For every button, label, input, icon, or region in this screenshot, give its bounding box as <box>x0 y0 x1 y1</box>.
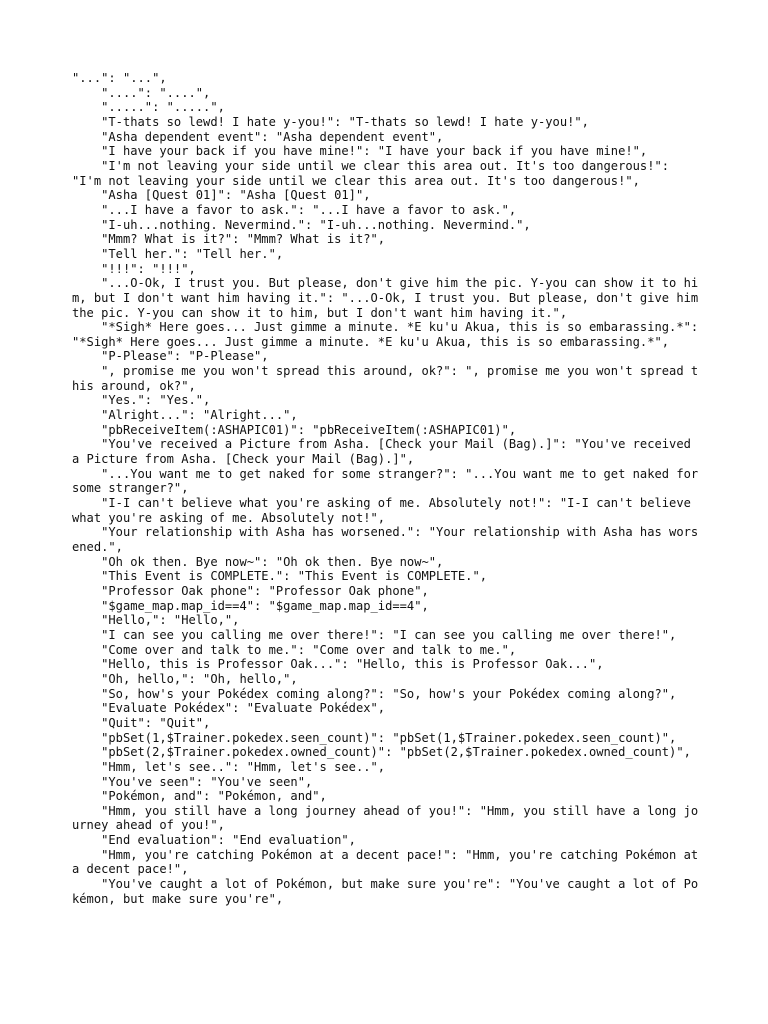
text-line: "Hmm, let's see..": "Hmm, let's see..", <box>72 759 386 774</box>
text-line: "This Event is COMPLETE.": "This Event is COMPLETE.", <box>72 569 488 584</box>
text-line: "Asha dependent event": "Asha dependent event", <box>72 129 444 144</box>
text-line: "Quit": "Quit", <box>72 715 211 730</box>
text-line: "*Sigh* Here goes... Just gimme a minute. *E ku'u Akua, this is so embarassing.*": "*Sigh* Here goes... Just gimme a minute. *E ku'u Akua, this is so embarassing.*", <box>72 320 706 349</box>
text-line: ", promise me you won't spread this around, ok?": ", promise me you won't spread this around, ok?", <box>72 364 699 393</box>
text-line: "...O-Ok, I trust you. But please, don't give him the pic. Y-you can show it to him, but I don't want him having it.": "...O-Ok, I trust you. But please, don't give him the pic. Y-you can show it to him, but I don't want him having it.", <box>72 276 706 320</box>
text-line: "...You want me to get naked for some stranger?": "...You want me to get naked for some stranger?", <box>72 466 706 496</box>
text-line: "Asha [Quest 01]": "Asha [Quest 01]", <box>72 188 371 203</box>
text-line: "You've seen": "You've seen", <box>72 774 313 789</box>
text-line: "Yes.": "Yes.", <box>72 393 211 408</box>
text-line: "Hmm, you still have a long journey ahead of you!": "Hmm, you still have a long journey ahead of you!", <box>72 803 699 833</box>
text-line: "pbSet(1,$Trainer.pokedex.seen_count)": "pbSet(1,$Trainer.pokedex.seen_count)", <box>72 730 677 745</box>
text-line: "End evaluation": "End evaluation", <box>72 833 356 848</box>
text-line: "Pokémon, and": "Pokémon, and", <box>72 789 327 804</box>
document-text-block <box>72 71 706 906</box>
text-line: "Hello,": "Hello,", <box>72 613 240 628</box>
text-line: "!!!": "!!!", <box>72 261 196 276</box>
text-line: "...": "...", <box>72 71 167 85</box>
text-line: "Oh ok then. Bye now~": "Oh ok then. Bye now~", <box>72 554 444 569</box>
text-line: "...I have a favor to ask.": "...I have a favor to ask.", <box>72 202 517 217</box>
text-line: "Your relationship with Asha has worsened.": "Your relationship with Asha has worsened.", <box>72 525 699 554</box>
text-line: "You've received a Picture from Asha. [Check your Mail (Bag).]": "You've received a Picture from Asha. [Check your Mail (Bag).]", <box>72 437 699 467</box>
text-line: "Mmm? What is it?": "Mmm? What is it?", <box>72 232 386 247</box>
text-line: "I-I can't believe what you're asking of me. Absolutely not!": "I-I can't believe what you're asking of me. Absolutely not!", <box>72 496 699 525</box>
text-line: "Alright...": "Alright...", <box>72 408 298 423</box>
text-line: "I can see you calling me over there!": "I can see you calling me over there!", <box>72 627 677 642</box>
text-line: "pbSet(2,$Trainer.pokedex.owned_count)": "pbSet(2,$Trainer.pokedex.owned_count)", <box>72 745 691 760</box>
text-line: "Come over and talk to me.": "Come over and talk to me.", <box>72 642 517 657</box>
text-line: "So, how's your Pokédex coming along?": "So, how's your Pokédex coming along?", <box>72 686 677 701</box>
text-line: ".....": ".....", <box>72 100 225 115</box>
text-line: "$game_map.map_id==4": "$game_map.map_id==4", <box>72 598 429 613</box>
text-line: "Evaluate Pokédex": "Evaluate Pokédex", <box>72 701 386 716</box>
text-line: "T-thats so lewd! I hate y-you!": "T-thats so lewd! I hate y-you!", <box>72 114 589 129</box>
text-line: "Hello, this is Professor Oak...": "Hello, this is Professor Oak...", <box>72 657 604 672</box>
text-line: "Oh, hello,": "Oh, hello,", <box>72 671 298 686</box>
text-line: "I-uh...nothing. Nevermind.": "I-uh...nothing. Nevermind.", <box>72 217 531 232</box>
text-line: "Professor Oak phone": "Professor Oak phone", <box>72 583 429 598</box>
text-line: "Tell her.": "Tell her.", <box>72 246 284 261</box>
text-line: "pbReceiveItem(:ASHAPIC01)": "pbReceiveItem(:ASHAPIC01)", <box>72 422 517 437</box>
text-line: "....": "....", <box>72 85 211 100</box>
text-line: "Hmm, you're catching Pokémon at a decent pace!": "Hmm, you're catching Pokémon at a decent pace!", <box>72 847 706 877</box>
text-line: "I have your back if you have mine!": "I have your back if you have mine!", <box>72 144 648 159</box>
text-line: "You've caught a lot of Pokémon, but make sure you're": "You've caught a lot of Pokémon, but make sure you're", <box>72 877 699 906</box>
text-line: "I'm not leaving your side until we clear this area out. It's too dangerous!": "I'm not leaving your side until we clear this area out. It's too dangerous!", <box>72 158 677 188</box>
text-line: "P-Please": "P-Please", <box>72 349 269 364</box>
